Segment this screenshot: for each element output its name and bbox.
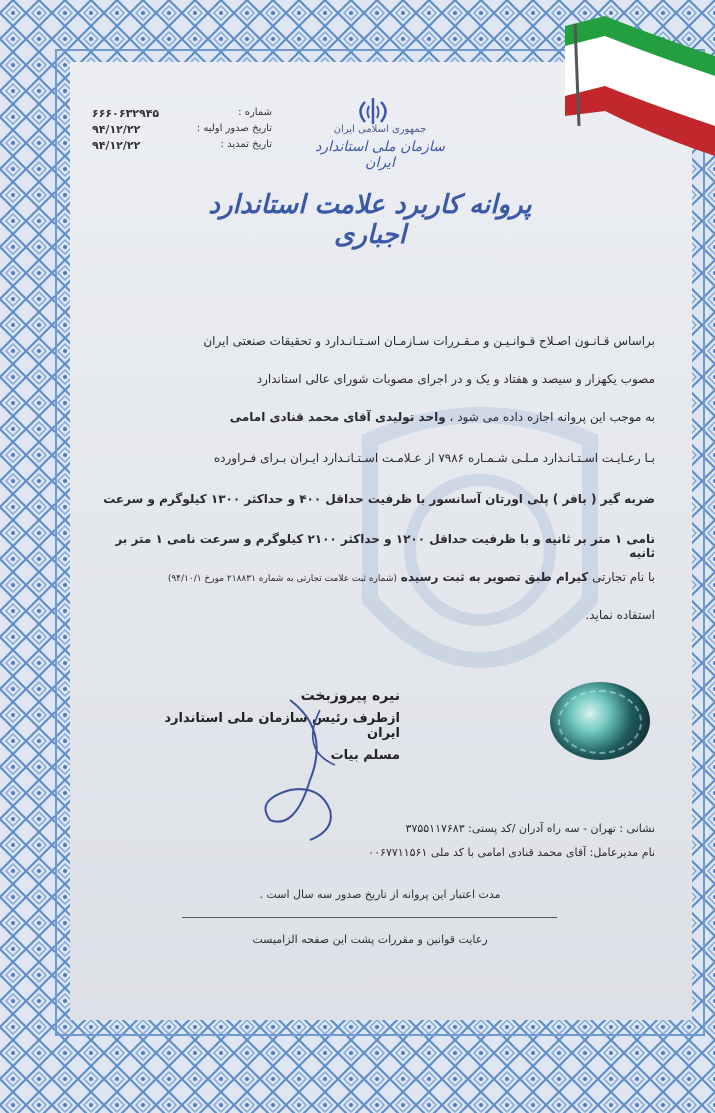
body-line-3-prefix: به موجب این پروانه اجازه داده می شود ، [449, 410, 655, 424]
issuer-block [300, 124, 460, 171]
body-line-5: ضربه گیر ( بافر ) پلی اورتان آسانسور با ظرفیت حداقل ۴۰۰ و حداکثر ۱۳۰۰ کیلوگرم و سرعت [103, 492, 655, 506]
body-line-7-prefix: با نام تجارتی [592, 570, 655, 584]
hologram-seal [550, 682, 650, 760]
number-label: شماره : [238, 107, 272, 118]
company-name: واحد تولیدی آقای محمد قنادی امامی [229, 410, 446, 424]
body-line-6: نامی ۱ متر بر ثانیه و با ظرفیت حداقل ۱۲۰۰ و حداکثر ۲۱۰۰ کیلوگرم و سرعت نامی ۱ متر بر ثانیه [115, 532, 655, 560]
trademark-registration: (شماره ثبت علامت تجارتی به شماره ۲۱۸۸۳۱ مورخ ۹۴/۱۰/۱) [167, 574, 397, 584]
organization-name: سازمان ملی استاندارد ایران [315, 139, 445, 171]
body-line-7 [95, 570, 655, 584]
body-line-2: مصوب یکهزار و سیصد و هفتاد و یک و در اجرای مصوبات شورای عالی استاندارد [256, 372, 655, 386]
renewal-date-value: ۹۴/۱۲/۲۲ [92, 139, 141, 152]
republic-label: جمهوری اسلامی ایران [333, 124, 427, 135]
issue-date-value: ۹۴/۱۲/۲۲ [92, 123, 141, 136]
validity-line: مدت اعتبار این پروانه از تاریخ صدور سه سال است . [259, 888, 501, 901]
watermark-emblem-icon [330, 400, 630, 730]
manager-line: نام مدیرعامل: آقای محمد قنادی امامی با کد ملی ۰۰۶۷۷۱۱۵۶۱ [368, 846, 655, 859]
body-line-1: براساس قـانـون اصـلاح قـوانـیـن و مـقـررات سـازمـان اسـتـانـدارد و تحقیقات صنعتی ایران [203, 334, 655, 348]
signer-role: ازطرف رئیس سازمان ملی استاندارد ایران [164, 711, 400, 741]
signer-name: نیره پیروزبخت [300, 688, 400, 704]
footer-divider [182, 917, 557, 918]
certificate-meta [92, 107, 272, 155]
rules-line: رعایت قوانین و مقررات پشت این صفحه الزامیست [252, 933, 488, 946]
iran-emblem-icon [350, 96, 396, 126]
iran-flag-icon [565, 16, 715, 166]
trademark-text: کیرام طبق تصویر به ثبت رسیده [400, 570, 589, 584]
number-value: ۶۶۶۰۶۳۲۹۴۵ [92, 107, 160, 120]
issue-date-label: تاریخ صدور اولیه : [196, 123, 272, 134]
body-line-8: استفاده نماید. [585, 608, 655, 622]
renewal-date-label: تاریخ تمدید : [220, 139, 272, 150]
body-line-3 [95, 410, 655, 424]
address-line: نشانی : تهران - سه راه آدران /کد پستی: ۳۷۵۵۱۱۷۶۸۳ [405, 822, 655, 835]
certificate-title: پروانه کاربرد علامت استاندارد اجباری [208, 190, 532, 250]
second-signer-name: مسلم بیات [330, 748, 400, 763]
body-line-4: بـا رعـایـت اسـتـانـدارد مـلـی شـمـاره ۷۹۸۶ از عـلامـت اسـتـانـدارد ایـران بـرای فـراورده [213, 451, 655, 465]
